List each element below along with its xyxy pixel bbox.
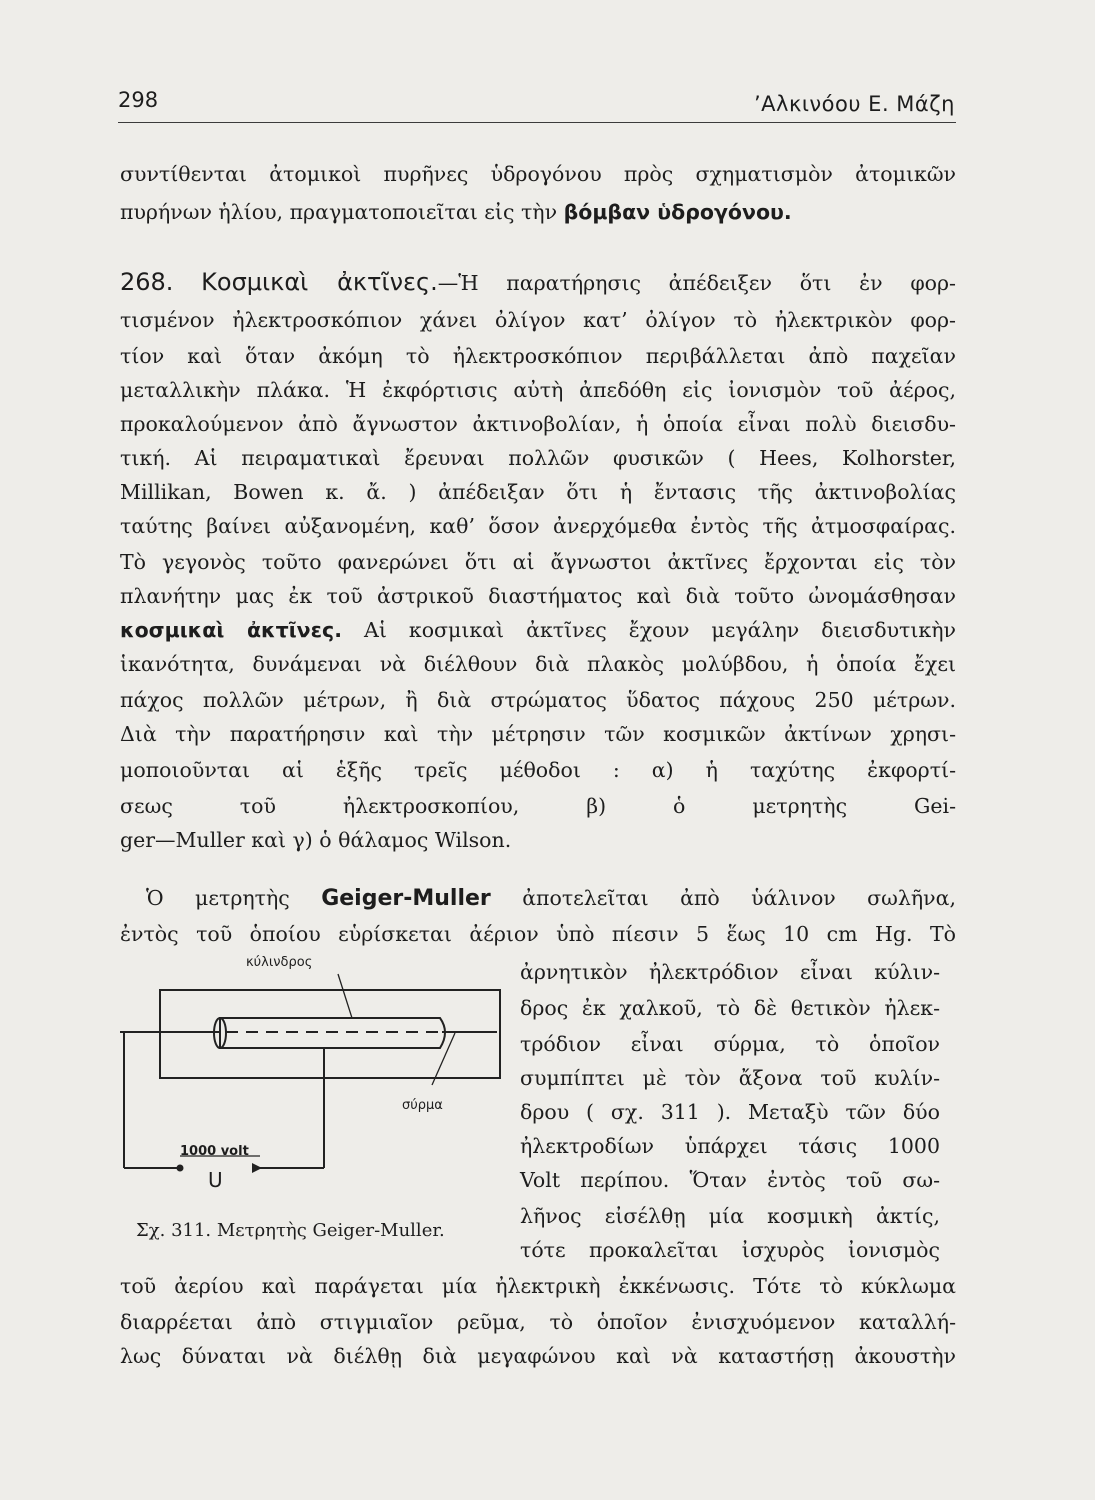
header-rule bbox=[118, 122, 956, 123]
text-line: Millikan, Bowen κ. ἄ. ) ἀπέδειξαν ὅτι ἡ ἔντασις τῆς ἀκτινοβολίας bbox=[120, 480, 956, 504]
label-U: U bbox=[208, 1168, 223, 1192]
text-line: τική. Αἱ πειραματικαὶ ἔρευναι πολλῶν φυσικῶν ( Hees, Kolhorster, bbox=[120, 446, 956, 470]
geiger-muller-diagram bbox=[112, 960, 512, 1190]
text-line: ταύτης βαίνει αὐξανομένη, καθ’ ὅσον ἀνερχόμεθα ἐντὸς τῆς ἀτμοσφαίρας. bbox=[120, 514, 956, 538]
label-voltage: 1000 volt bbox=[180, 1144, 249, 1159]
glass-tube-outline bbox=[160, 990, 500, 1078]
text-line: λῆνος εἰσέλθῃ μία κοσμικὴ ἀκτίς, bbox=[520, 1204, 940, 1228]
text-line: ἱκανότητα, δυνάμεναι νὰ διέλθουν διὰ πλακὸς μολύβδου, ἡ ὁποία ἔχει bbox=[120, 652, 956, 676]
text-line: συμπίπτει μὲ τὸν ἄξονα τοῦ κυλίν- bbox=[520, 1066, 940, 1090]
text-line: δρου ( σχ. 311 ). Μεταξὺ τῶν δύο bbox=[520, 1100, 940, 1124]
text-line: διαρρέεται ἀπὸ στιγμιαῖον ρεῦμα, τὸ ὁποῖον ἐνισχυόμενον καταλλή- bbox=[120, 1310, 956, 1334]
text-line: μεταλλικὴν πλάκα. Ἡ ἐκφόρτισις αὐτὴ ἀπεδόθη εἰς ἰονισμὸν τοῦ ἀέρος, bbox=[120, 378, 956, 402]
text-line: Τὸ γεγονὸς τοῦτο φανερώνει ὅτι αἱ ἄγνωστοι ἀκτῖνες ἔρχονται εἰς τὸν bbox=[120, 550, 956, 574]
text-line: σεως τοῦ ἠλεκτροσκοπίου, β) ὁ μετρητὴς Gei- bbox=[120, 794, 956, 818]
text-line: Διὰ τὴν παρατήρησιν καὶ τὴν μέτρησιν τῶν κοσμικῶν ἀκτίνων χρησι- bbox=[120, 722, 956, 746]
text-line: Volt περίπου. Ὅταν ἐντὸς τοῦ σω- bbox=[520, 1168, 940, 1192]
running-header-author: ’Αλκινόου Ε. Μάζη bbox=[753, 92, 955, 116]
text-line: τότε προκαλεῖται ἰσχυρὸς ἰονισμὸς bbox=[520, 1238, 940, 1262]
text-line: τοῦ ἀερίου καὶ παράγεται μία ἠλεκτρικὴ ἐκκένωσις. Τότε τὸ κύκλωμα bbox=[120, 1274, 956, 1298]
text-line: τίον καὶ ὅταν ἀκόμη τὸ ἠλεκτροσκόπιον περιβάλλεται ἀπὸ παχεῖαν bbox=[120, 344, 956, 368]
text-line: ἠλεκτροδίων ὑπάρχει τάσις 1000 bbox=[520, 1134, 940, 1158]
text-line: ἀρνητικὸν ἠλεκτρόδιον εἶναι κύλιν- bbox=[520, 960, 940, 984]
section-title: Κοσμικαὶ ἀκτῖνες. bbox=[201, 268, 438, 296]
text-line: πυρήνων ἡλίου, πραγματοποιεῖται εἰς τὴν βόμβαν ὑδρογόνου. bbox=[120, 200, 792, 224]
label-cylinder: κύλινδρος bbox=[246, 955, 313, 970]
text-line: κοσμικαὶ ἀκτῖνες. Αἱ κοσμικαὶ ἀκτῖνες ἔχουν μεγάλην διεισδυτικὴν bbox=[120, 618, 956, 642]
section-number: 268. bbox=[120, 268, 174, 296]
text-line: πάχος πολλῶν μέτρων, ἢ διὰ στρώματος ὕδατος πάχους 250 μέτρων. bbox=[120, 688, 956, 712]
bold-term: κοσμικαὶ ἀκτῖνες. bbox=[120, 618, 342, 642]
figure-caption: Σχ. 311. Μετρητὴς Geiger-Muller. bbox=[136, 1220, 445, 1241]
bold-term: Geiger-Muller bbox=[321, 886, 491, 911]
text-line: προκαλούμενον ἀπὸ ἄγνωστον ἀκτινοβολίαν, ἡ ὁποία εἶναι πολὺ διεισδυ- bbox=[120, 412, 956, 436]
text-line: τρόδιον εἶναι σύρμα, τὸ ὁποῖον bbox=[520, 1032, 940, 1056]
section-heading-line: 268. Κοσμικαὶ ἀκτῖνες.—Ἡ παρατήρησις ἀπέδειξεν ὅτι ἐν φορ- bbox=[120, 268, 956, 296]
text-line: ger—Muller καὶ γ) ὁ θάλαμος Wilson. bbox=[120, 828, 512, 852]
bold-term: βόμβαν ὑδρογόνου. bbox=[563, 200, 792, 224]
text-line: συντίθενται ἀτομικοὶ πυρῆνες ὑδρογόνου πρὸς σχηματισμὸν ἀτομικῶν bbox=[120, 162, 956, 186]
label-wire: σύρμα bbox=[402, 1098, 443, 1113]
page-number: 298 bbox=[118, 88, 159, 112]
text-line: πλανήτην μας ἐκ τοῦ ἀστρικοῦ διαστήματος καὶ διὰ τοῦτο ὠνομάσθησαν bbox=[120, 584, 956, 608]
text-line: μοποιοῦνται αἱ ἑξῆς τρεῖς μέθοδοι : α) ἡ ταχύτης ἐκφορτί- bbox=[120, 758, 956, 782]
geiger-muller-figure bbox=[112, 955, 512, 1192]
text-line: λως δύναται νὰ διέλθῃ διὰ μεγαφώνου καὶ νὰ καταστήσῃ ἀκουστὴν bbox=[120, 1344, 956, 1368]
text-line: τισμένον ἠλεκτροσκόπιον χάνει ὀλίγον κατ’ ὀλίγον τὸ ἠλεκτρικὸν φορ- bbox=[120, 308, 956, 332]
text-line: ἐντὸς τοῦ ὁποίου εὑρίσκεται ἀέριον ὑπὸ πίεσιν 5 ἕως 10 cm Hg. Τὸ bbox=[120, 922, 956, 946]
text-line: δρος ἐκ χαλκοῦ, τὸ δὲ θετικὸν ἠλεκ- bbox=[520, 996, 940, 1020]
text-line: Ὁ μετρητὴς Geiger-Muller ἀποτελεῖται ἀπὸ ὑάλινον σωλῆνα, bbox=[146, 886, 956, 911]
